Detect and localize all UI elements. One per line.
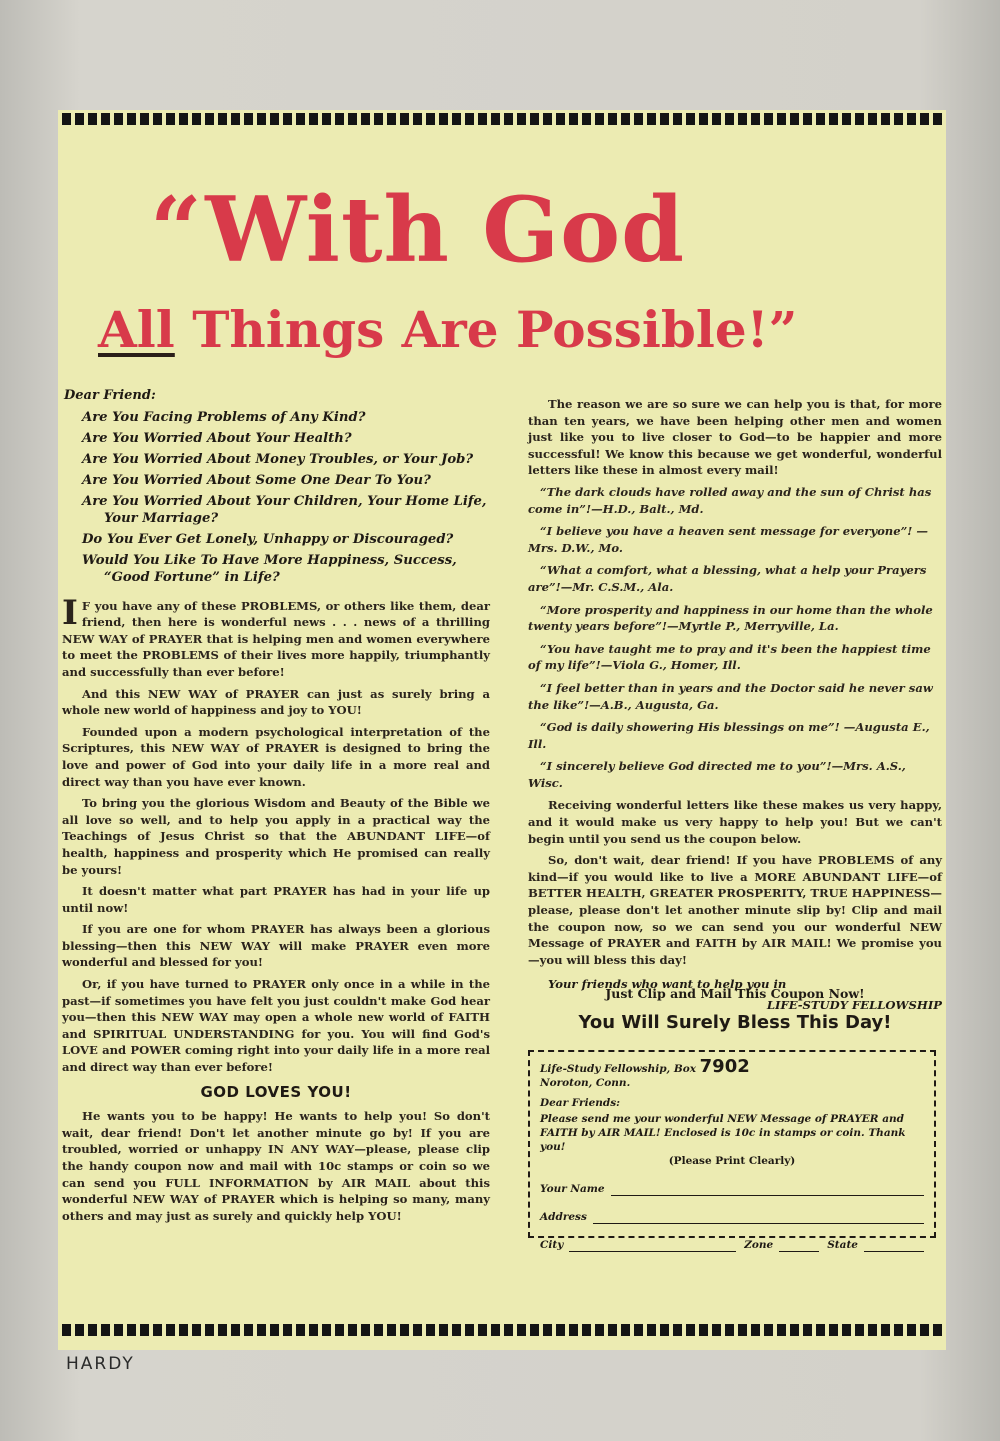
zone-label: Zone (744, 1239, 774, 1251)
top-dashed-border (62, 113, 944, 125)
opening-paragraph: The reason we are so sure we can help you is that, for more than ten years, we have been helping other men and women just like you to live closer to God—to be happier and more successful! We know this because we get wonderful, wonderful letters like these in almost every mail! (528, 397, 942, 478)
coupon-box-number: 7902 (699, 1056, 750, 1077)
headline-with-god: “With God (150, 177, 686, 283)
testimonial: “I sincerely believe God directed me to you”!—Mrs. A.S., Wisc. (528, 759, 906, 790)
city-label: City (540, 1239, 564, 1251)
headline-all-underlined: All (98, 300, 175, 359)
question-item: Do You Ever Get Lonely, Unhappy or Discouraged? (82, 531, 454, 547)
signoff-organization: LIFE-STUDY FELLOWSHIP (766, 998, 942, 1012)
zone-line[interactable] (779, 1241, 819, 1252)
body-paragraph: Or, if you have turned to PRAYER only once in a while in the past—if sometimes you have felt you just couldn't make God hear you—then this NEW WAY may open a whole new world of FAITH and SPIRITUAL UNDERSTANDING for you. You will find God's LOVE and POWER coming right into your daily life in a more real and direct way than ever before! (62, 977, 490, 1075)
question-item: Are You Worried About Some One Dear To You? (82, 472, 431, 488)
coupon-call-to-action: Just Clip and Mail This Coupon Now! (605, 986, 865, 1001)
body-paragraph: It doesn't matter what part PRAYER has had in your life up until now! (62, 884, 490, 915)
body-paragraph: And this NEW WAY of PRAYER can just as surely bring a whole new world of happiness and joy to YOU! (62, 686, 490, 718)
bottom-dashed-border (62, 1324, 944, 1336)
intro-text: F you have any of these PROBLEMS, or others like them, dear friend, then here is wonderful news . . . news of a thrilling NEW WAY of PRAYER that is helping men and women everywhere to meet the PROBLEMS of their lives more happily, triumphantly and successfully than ever before! (62, 598, 490, 679)
testimonial: “What a comfort, what a blessing, what a help your Prayers are”!—Mr. C.S.M., Ala. (528, 563, 927, 594)
question-list (62, 409, 490, 586)
body-paragraph: So, don't wait, dear friend! If you have PROBLEMS of any kind—if you would like to live a MORE ABUNDANT LIFE—of BETTER HEALTH, GREATER PROSPERITY, TRUE HAPPINESS—please, please don't let another minute slip by! Clip and mail the coupon now, so we can send you our wonderful NEW Message of PRAYER and FAITH by AIR MAIL! We promise you—you will bless this day! (528, 853, 942, 967)
state-label: State (827, 1239, 858, 1251)
signoff-intro: Your friends who want to help you in (548, 977, 787, 992)
name-label: Your Name (540, 1183, 605, 1195)
coupon-name-field[interactable] (540, 1182, 924, 1196)
left-column (62, 388, 490, 1229)
city-line[interactable] (569, 1241, 736, 1252)
coupon-salutation: Dear Friends: (540, 1097, 621, 1109)
question-item: Are You Worried About Your Health? (82, 430, 352, 446)
body-paragraph: If you are one for whom PRAYER has always been a glorious blessing—then this NEW WAY will make PRAYER even more wonderful and blessed for you! (62, 922, 490, 970)
intro-paragraph (62, 592, 490, 681)
coupon-address-line1: Life-Study Fellowship, Box (540, 1063, 700, 1075)
headline-things-are-possible: Things Are Possible!” (174, 300, 798, 359)
testimonial: “You have taught me to pray and it's been the happiest time of my life”!—Viola G., Homer, Ill. (528, 641, 931, 673)
question-item: Are You Worried About Money Troubles, or Your Job? (82, 451, 474, 467)
body-paragraph: To bring you the glorious Wisdom and Beauty of the Bible we all love so well, and to help you apply in a practical way the Teachings of Jesus Christ so that the ABUNDANT LIFE—of health, happiness and prosperity which He promised can really be yours! (62, 796, 490, 877)
testimonial: “I believe you have a heaven sent message for everyone”! —Mrs. D.W., Mo. (528, 524, 928, 555)
right-column (528, 396, 942, 1014)
coupon-bless-slogan: You Will Surely Bless This Day! (578, 1012, 892, 1033)
address-line[interactable] (593, 1213, 924, 1224)
mail-coupon (528, 1050, 936, 1251)
testimonial: “The dark clouds have rolled away and the sun of Christ has come in”!—H.D., Balt., Md. (528, 484, 932, 516)
testimonial: “God is daily showering His blessings on me”! —Augusta E., Ill. (528, 720, 930, 751)
coupon-print-note: (Please Print Clearly) (668, 1155, 796, 1167)
coupon-address-field[interactable] (540, 1210, 924, 1224)
coupon-address-line2: Noroton, Conn. (540, 1077, 631, 1089)
section-heading-god-loves-you: GOD LOVES YOU! (200, 1082, 352, 1101)
salutation: Dear Friend: (64, 388, 156, 403)
testimonial: “More prosperity and happiness in our home than the whole twenty years before”!—Myrtle P., Merryville, La. (528, 602, 933, 634)
headline-all-things-possible (98, 300, 918, 359)
question-item: Are You Facing Problems of Any Kind? (82, 409, 366, 425)
address-label: Address (540, 1211, 587, 1223)
coupon-message: Please send me your wonderful NEW Message of PRAYER and FAITH by AIR MAIL! Enclosed is 10c in stamps or coin. Thank you! (540, 1113, 906, 1153)
body-paragraph: Receiving wonderful letters like these makes us very happy, and it would make us very happy to help you! But we can't begin until you send us the coupon below. (528, 798, 942, 846)
closing-paragraph: He wants you to be happy! He wants to help you! So don't wait, dear friend! Don't let another minute go by! If you are troubled, worried or unhappy IN ANY WAY—please, please clip the handy coupon now and mail with 10c stamps or coin so we can send you FULL INFORMATION by AIR MAIL about this wonderful NEW WAY of PRAYER which is helping so many, many others and may just as surely and quickly help YOU! (62, 1109, 490, 1223)
question-item: Are You Worried About Your Children, Your Home Life, Your Marriage? (82, 493, 487, 526)
handwritten-signature: HARDY (66, 1354, 135, 1374)
testimonial: “I feel better than in years and the Doctor said he never saw the like”!—A.B., Augusta, Ga. (528, 680, 933, 712)
drop-cap: I (62, 592, 78, 633)
name-line[interactable] (611, 1185, 924, 1196)
coupon-address (540, 1056, 924, 1077)
question-item: Would You Like To Have More Happiness, Success, “Good Fortune” in Life? (82, 552, 457, 585)
body-paragraph: Founded upon a modern psychological interpretation of the Scriptures, this NEW WAY of PRAYER is designed to bring the love and power of God into your daily life in a more real and direct way than you have ever known. (62, 724, 490, 789)
state-line[interactable] (864, 1241, 924, 1252)
coupon-city-zone-state-field[interactable] (540, 1238, 924, 1252)
